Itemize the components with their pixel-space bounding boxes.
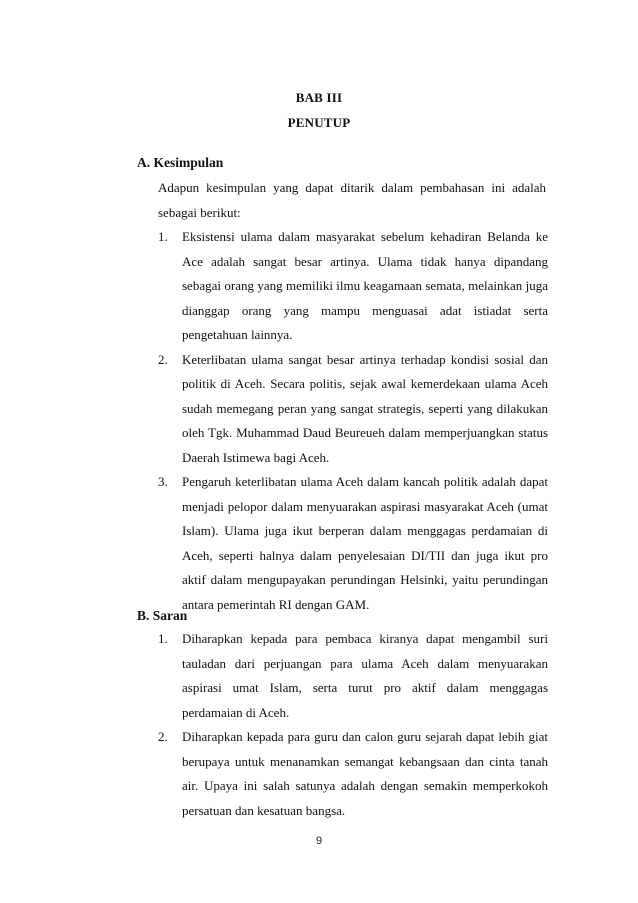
chapter-title: PENUTUP [287, 115, 351, 130]
kesimpulan-intro: Adapun kesimpulan yang dapat ditarik dalam pembahasan ini adalah sebagai berikut: [158, 180, 546, 220]
list-item-number: 3. [158, 474, 168, 489]
list-item-text: Eksistensi ulama dalam masyarakat sebelum kehadiran Belanda ke Ace adalah sangat besar artinya. Ulama tidak hanya dipandang sebagai orang yang memiliki ilmu keagamaan semata, melainkan juga dianggap orang yang mampu menguasai adat istiadat serta pengetahuan lainnya. [182, 229, 548, 342]
kesimpulan-list [158, 225, 548, 617]
page-number: 9 [315, 835, 323, 847]
list-item-number: 1. [158, 229, 168, 244]
list-item [158, 627, 548, 725]
list-item-text: Keterlibatan ulama sangat besar artinya terhadap kondisi sosial dan politik di Aceh. Secara politis, sejak awal kemerdekaan ulama Aceh sudah memegang peran yang sangat strategis, seperti yang dilakukan oleh Tgk. Muhammad Daud Beureueh dalam memperjuangkan status Daerah Istimewa bagi Aceh. [182, 351, 548, 465]
list-item [158, 348, 548, 471]
saran-list [158, 627, 548, 823]
list-item [158, 470, 548, 617]
list-item-text: Pengaruh keterlibatan ulama Aceh dalam kancah politik adalah dapat menjadi pelopor dalam menyuarakan aspirasi masyarakat Aceh (umat Islam). Ulama juga ikut berperan dalam menggagas perdamaian di Aceh, seperti halnya dalam penyelesaian DI/TII dan juga ikut pro aktif dalam mengupayakan perundingan Helsinki, yaitu perundingan antara pemerintah RI dengan GAM. [182, 474, 548, 612]
chapter-number: BAB III [295, 90, 343, 105]
section-heading-saran: B. Saran [137, 608, 188, 623]
list-item-text: Diharapkan kepada para pembaca kiranya dapat mengambil suri tauladan dari perjuangan para ulama Aceh dalam menyuarakan aspirasi umat Islam, serta turut pro aktif dalam menggagas perdamaian di Aceh. [182, 631, 548, 720]
list-item [158, 225, 548, 348]
section-heading-kesimpulan: A. Kesimpulan [137, 155, 224, 170]
list-item-number: 2. [158, 351, 168, 367]
list-item-number: 2. [158, 729, 168, 744]
list-item-number: 1. [158, 631, 168, 646]
list-item [158, 725, 548, 823]
list-item-text: Diharapkan kepada para guru dan calon guru sejarah dapat lebih giat berupaya untuk menanamkan semangat kebangsaan dan cinta tanah air. Upaya ini salah satunya adalah dengan semakin memperkokoh persatuan dan kesatuan bangsa. [182, 729, 548, 818]
